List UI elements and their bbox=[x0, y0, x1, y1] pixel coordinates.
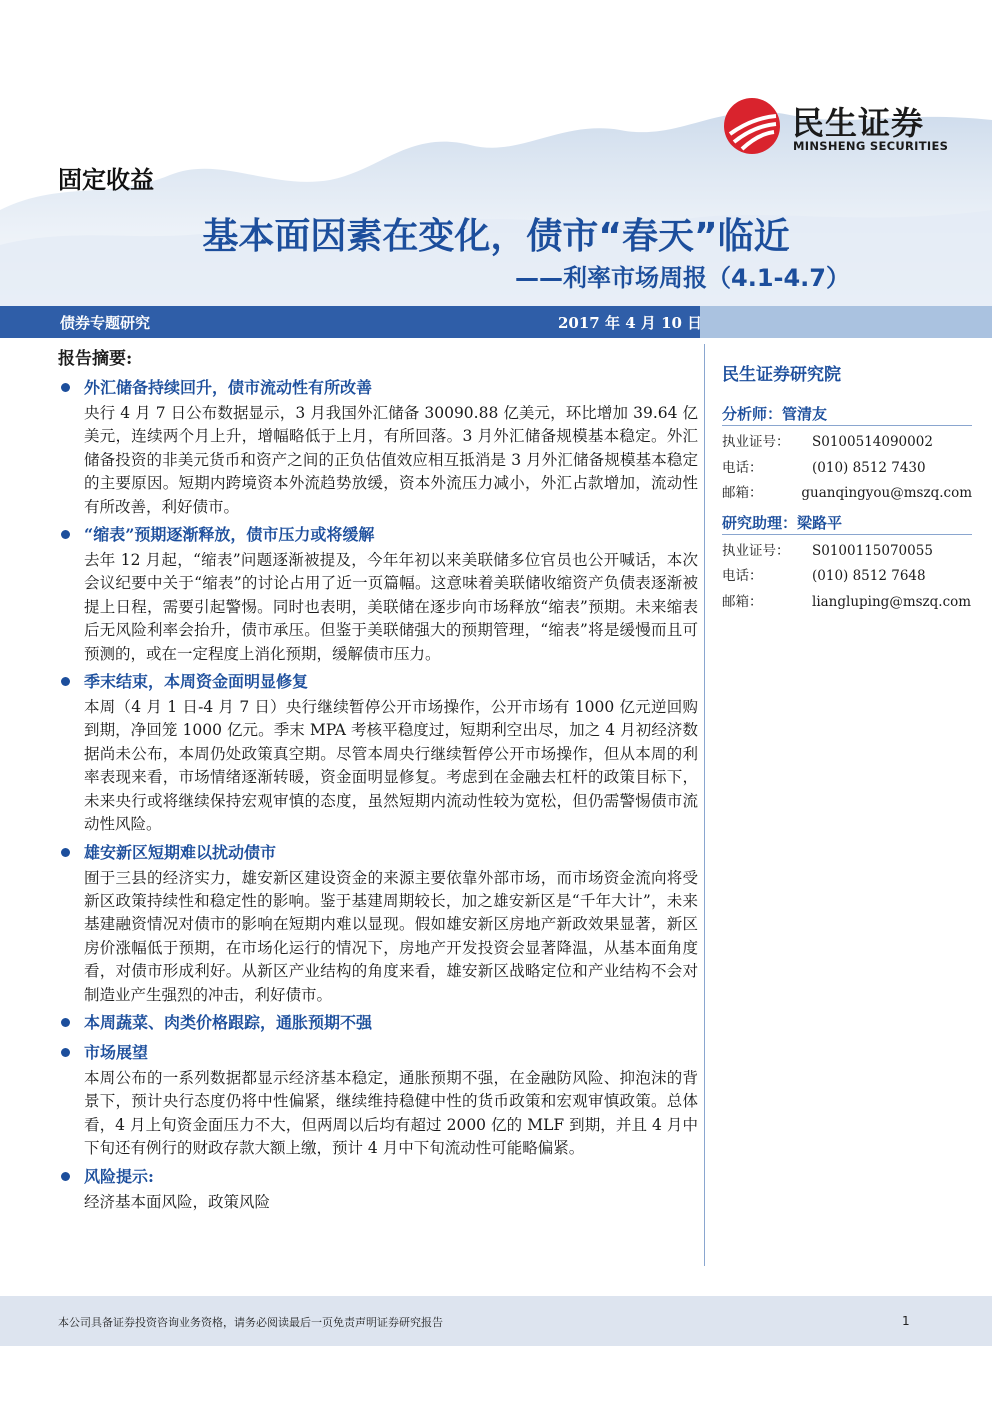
summary-column bbox=[58, 346, 698, 1214]
report-type-label: 债券专题研究 bbox=[60, 314, 151, 332]
bullet-icon bbox=[61, 530, 70, 539]
analyst-row bbox=[722, 456, 972, 482]
row-value: S0100115070055 bbox=[812, 542, 933, 559]
section-paragraph: 央行 4 月 7 日公布数据显示，3 月我国外汇储备 30090.88 亿美元，环比增加 39.64 亿美元，连续两个月上升，增幅略低于上月，有所回落。3 月外汇储备规模基本稳定。外汇储备投资的非美元货币和资产之间的正负估值效应相互抵消是 3 月外汇储备规模基本稳定的主要原因。短期内跨境资本外流趋势放缓，资本外流压力减小，外汇占款增加，流动性有所改善，利好债市。 bbox=[84, 404, 698, 516]
brand-name-cn: 民生证券 bbox=[792, 104, 925, 142]
column-divider bbox=[704, 344, 705, 1266]
footer-disclaimer: 本公司具备证券投资咨询业务资格，请务必阅读最后一页免责声明证券研究报告 bbox=[58, 1316, 443, 1329]
row-value: S0100514090002 bbox=[812, 434, 933, 450]
assistant-row bbox=[722, 564, 972, 590]
section-heading bbox=[58, 521, 698, 549]
section-heading bbox=[58, 1039, 698, 1067]
section-paragraph: 囿于三县的经济实力，雄安新区建设资金的来源主要依靠外部市场，而市场资金流向将受新区政策持续性和稳定性的影响。鉴于基建周期较长，加之雄安新区是“千年大计”，未来基建融资情况对债市的影响在短期内难以显现。假如雄安新区房地产新政效果显著，新区房价涨幅低于预期，在市场化运行的情况下，房地产开发投资会显著降温，从基本面角度看，对债市形成利好。从新区产业结构的角度来看，雄安新区战略定位和产业结构不会对制造业产生强烈的冲击，利好债市。 bbox=[84, 868, 698, 1004]
row-key: 邮箱： bbox=[722, 485, 763, 501]
analyst-row bbox=[722, 481, 972, 507]
bullet-icon bbox=[61, 383, 70, 392]
institute-name: 民生证券研究院 bbox=[722, 365, 841, 385]
section-paragraph: 本周公布的一系列数据都显示经济基本稳定，通胀预期不强，在金融防风险、抑泡沫的背景下，预计央行态度仍将中性偏紧，继续维持稳健中性的货币政策和宏观审慎政策。总体看，4 月上旬资金面压力不大，但两周以后均有超过 2000 亿的 MLF 到期，并且 4 月中下旬还有例行的财政存款大额上缴，预计 4 月中下旬流动性可能略偏紧。 bbox=[84, 1068, 698, 1158]
bullet-icon bbox=[61, 1172, 70, 1181]
section-heading-text: 雄安新区短期难以扰动债市 bbox=[84, 842, 277, 862]
assistant-row bbox=[722, 590, 972, 616]
assistant-row bbox=[722, 539, 972, 565]
section-heading bbox=[58, 839, 698, 867]
section-paragraph: 经济基本面风险，政策风险 bbox=[84, 1192, 271, 1211]
section-heading-text: 外汇储备持续回升，债市流动性有所改善 bbox=[84, 378, 373, 397]
bullet-icon bbox=[61, 1018, 70, 1027]
section-heading-text: 市场展望 bbox=[84, 1042, 149, 1062]
section-heading bbox=[58, 374, 698, 402]
analyst-email-link[interactable]: guanqingyou@mszq.com bbox=[801, 485, 972, 501]
section-paragraph: 本周（4 月 1 日-4 月 7 日）央行继续暂停公开市场操作，公开市场有 1000 亿元逆回购到期，净回笼 1000 亿元。季末 MPA 考核平稳度过，短期利空出尽，加之 4 月初经济数据尚未公布，本周仍处政策真空期。尽管本周央行继续暂停公开市场操作，但从本周的利率表现来看，市场情绪逐渐转暖，资金面明显修复。考虑到在金融去杠杆的政策目标下，未来央行或将继续保持宏观审慎的态度，虽然短期内流动性较为宽松，但仍需警惕债市流动性风险。 bbox=[84, 698, 698, 834]
analyst-row bbox=[722, 430, 972, 456]
page-number: 1 bbox=[902, 1314, 910, 1328]
report-category: 固定收益 bbox=[58, 166, 154, 194]
assistant-email-link[interactable]: liangluping@mszq.com bbox=[812, 593, 972, 610]
summary-title: 报告摘要: bbox=[58, 349, 133, 369]
section-paragraph: 去年 12 月起，“缩表”问题逐渐被提及，今年年初以来美联储多位官员也公开喊话，本次会议纪要中关于“缩表”的讨论占用了近一页篇幅。这意味着美联储收缩资产负债表逐渐被提上日程，需要引起警惕。同时也表明，美联储在逐步向市场释放“缩表”预期。未来缩表后无风险利率会抬升，债市承压。但鉴于美联储强大的预期管理，“缩表”将是缓慢而且可预测的，或在一定程度上消化预期，缓解债市压力。 bbox=[84, 551, 698, 663]
section-heading bbox=[58, 1163, 698, 1191]
header-bar-accent bbox=[700, 306, 992, 338]
row-key: 电话： bbox=[722, 568, 763, 584]
report-title: 基本面因素在变化，债市“春天”临近 bbox=[202, 216, 790, 257]
section-heading-text: “缩表”预期逐渐释放，债市压力或将缓解 bbox=[84, 525, 375, 545]
report-subtitle: ——利率市场周报（4.1-4.7） bbox=[515, 264, 850, 292]
row-key: 电话： bbox=[722, 459, 763, 476]
section-heading-text: 本周蔬菜、肉类价格跟踪，通胀预期不强 bbox=[84, 1012, 373, 1032]
row-key: 执业证号： bbox=[722, 542, 790, 559]
section-heading-text: 风险提示: bbox=[84, 1166, 154, 1186]
brand-name-en: MINSHENG SECURITIES bbox=[793, 139, 949, 153]
bullet-icon bbox=[61, 848, 70, 857]
section-heading-text: 季末结束，本周资金面明显修复 bbox=[84, 672, 309, 692]
section-heading bbox=[58, 668, 698, 696]
assistant-heading: 研究助理：梁路平 bbox=[722, 511, 972, 535]
section-heading bbox=[58, 1009, 698, 1037]
row-value: (010) 8512 7648 bbox=[812, 568, 926, 584]
report-date: 2017 年 4 月 10 日 bbox=[558, 314, 703, 332]
analyst-heading: 分析师：管清友 bbox=[722, 402, 972, 426]
bullet-icon bbox=[61, 677, 70, 686]
row-key: 执业证号： bbox=[722, 434, 790, 450]
bullet-icon bbox=[61, 1048, 70, 1057]
author-sidebar bbox=[722, 362, 972, 615]
row-key: 邮箱： bbox=[722, 593, 763, 610]
row-value: (010) 8512 7430 bbox=[812, 459, 926, 476]
